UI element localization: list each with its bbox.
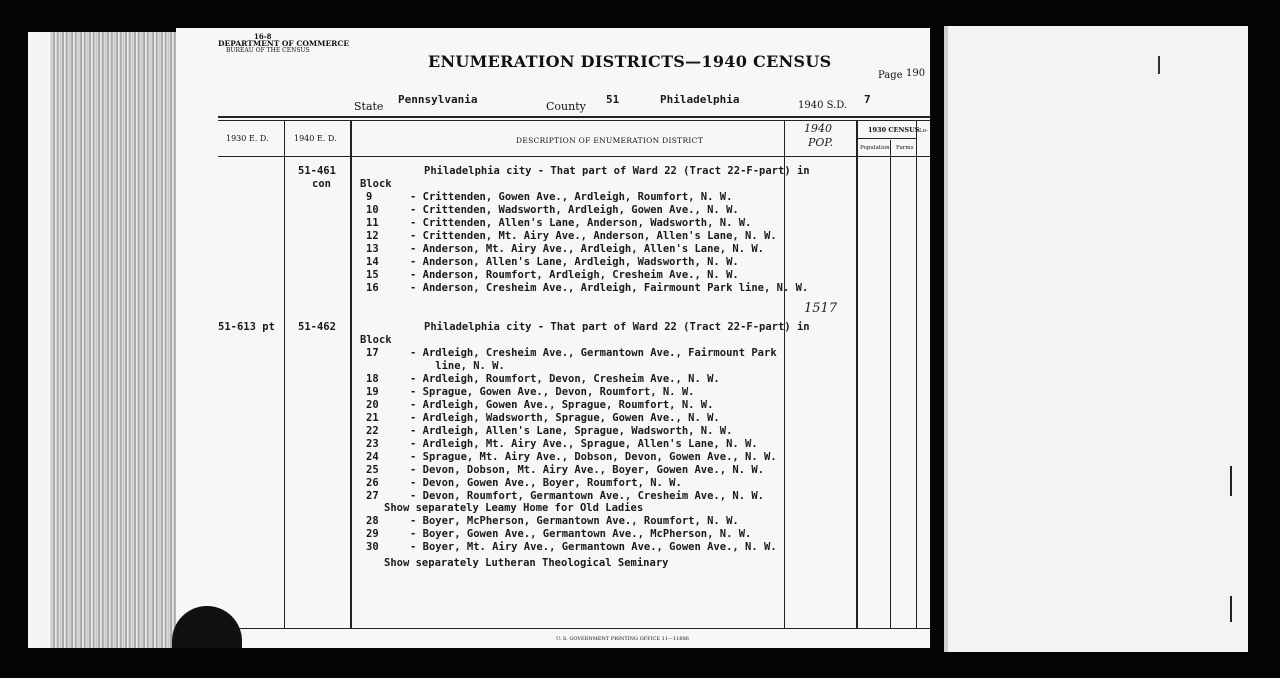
district1-block-description: - Crittenden, Gowen Ave., Ardleigh, Roumfort, N. W. bbox=[410, 191, 733, 203]
district2-block-description: - Ardleigh, Mt. Airy Ave., Sprague, Allen's Lane, N. W. bbox=[410, 438, 758, 450]
sd-value: 7 bbox=[864, 93, 871, 106]
col-divider-6 bbox=[916, 120, 917, 628]
handwritten-pop: POP. bbox=[808, 136, 834, 149]
district2-block-number: 26 bbox=[366, 477, 379, 489]
district1-block-description: - Anderson, Cresheim Ave., Ardleigh, Fairmount Park line, N. W. bbox=[410, 282, 809, 294]
district1-block-description: - Anderson, Roumfort, Ardleigh, Cresheim Ave., N. W. bbox=[410, 269, 739, 281]
district2-block-number: 27 bbox=[366, 490, 379, 502]
col-header-population: Population bbox=[860, 145, 890, 151]
district2-block-number: 19 bbox=[366, 386, 379, 398]
col-header-1930-ed: 1930 E. D. bbox=[226, 134, 269, 143]
district2-block-number: 22 bbox=[366, 425, 379, 437]
census-subheader-rule bbox=[858, 138, 916, 139]
district2-block-description: line, N. W. bbox=[410, 360, 505, 372]
district2-block-description: - Devon, Dobson, Mt. Airy Ave., Boyer, Gowen Ave., N. W. bbox=[410, 464, 765, 476]
district2-ed1940: 51-462 bbox=[298, 321, 336, 333]
col-divider-4 bbox=[856, 120, 858, 628]
form-number: 16-8 bbox=[254, 32, 272, 41]
col-header-1940-ed: 1940 E. D. bbox=[294, 134, 337, 143]
sd-label: 1940 S.D. bbox=[798, 100, 848, 111]
county-label: County bbox=[546, 100, 586, 113]
district2-block-number: 30 bbox=[366, 541, 379, 553]
district1-block-number: 12 bbox=[366, 230, 379, 242]
district1-block-number: 15 bbox=[366, 269, 379, 281]
handwritten-1940: 1940 bbox=[804, 122, 832, 135]
district1-ed1940: 51-461 bbox=[298, 165, 336, 177]
district1-block-description: - Anderson, Allen's Lane, Ardleigh, Wadsworth, N. W. bbox=[410, 256, 739, 268]
facing-page bbox=[944, 26, 1248, 652]
district2-block-description: - Sprague, Mt. Airy Ave., Dobson, Devon, Gowen Ave., N. W. bbox=[410, 451, 777, 463]
district1-block-label: Block bbox=[360, 178, 392, 190]
district1-block-number: 14 bbox=[366, 256, 379, 268]
district2-block-number: 28 bbox=[366, 515, 379, 527]
district1-block-description: - Crittenden, Allen's Lane, Anderson, Wadsworth, N. W. bbox=[410, 217, 752, 229]
census-ledger-page bbox=[176, 28, 930, 648]
book-page-edges bbox=[28, 32, 178, 648]
col-header-farms: Farms bbox=[896, 145, 914, 151]
page-number: 190 bbox=[906, 68, 926, 79]
page-label: Page bbox=[878, 70, 903, 81]
printer-imprint: U. S. GOVERNMENT PRINTING OFFICE 11—11886 bbox=[556, 636, 689, 642]
district2-block-description: - Devon, Gowen Ave., Boyer, Roumfort, N. W. bbox=[410, 477, 682, 489]
district2-block-number: 17 bbox=[366, 347, 379, 359]
district2-block-description: - Ardleigh, Wadsworth, Sprague, Gowen Ave., N. W. bbox=[410, 412, 720, 424]
district1-block-description: - Crittenden, Wadsworth, Ardleigh, Gowen Ave., N. W. bbox=[410, 204, 739, 216]
table-bottom-rule bbox=[218, 628, 930, 629]
district1-heading: Philadelphia city - That part of Ward 22 (Tract 22-F-part) in bbox=[424, 165, 810, 177]
district2-block-number: 18 bbox=[366, 373, 379, 385]
district1-block-number: 9 bbox=[366, 191, 373, 203]
table-top-rule-2 bbox=[218, 120, 930, 121]
state-value: Pennsylvania bbox=[398, 93, 478, 106]
district2-block-number: 24 bbox=[366, 451, 379, 463]
state-label: State bbox=[354, 100, 384, 113]
district1-block-number: 10 bbox=[366, 204, 379, 216]
col-header-lo: Lo- bbox=[919, 128, 928, 134]
district2-block-label: Block bbox=[360, 334, 392, 346]
district2-ed1930: 51-613 pt bbox=[218, 321, 275, 333]
col-divider-3 bbox=[784, 120, 785, 628]
district2-block-description: - Ardleigh, Roumfort, Devon, Cresheim Ave., N. W. bbox=[410, 373, 720, 385]
col-header-1930-census: 1930 CENSUS bbox=[868, 126, 920, 134]
district1-block-number: 11 bbox=[366, 217, 379, 229]
district2-block-description: - Ardleigh, Allen's Lane, Sprague, Wadsworth, N. W. bbox=[410, 425, 733, 437]
col-divider-5 bbox=[890, 140, 891, 628]
county-number: 51 bbox=[606, 93, 620, 106]
district2-note-leamy: Show separately Leamy Home for Old Ladies bbox=[384, 502, 644, 514]
district1-block-number: 13 bbox=[366, 243, 379, 255]
col-divider-2 bbox=[350, 120, 352, 628]
book-cover-edge bbox=[28, 32, 50, 648]
district2-block-description: - Ardleigh, Gowen Ave., Sprague, Roumfort, N. W. bbox=[410, 399, 714, 411]
district2-note-lutheran: Show separately Lutheran Theological Seminary bbox=[384, 557, 669, 569]
district2-block-description: - Boyer, Gowen Ave., Germantown Ave., McPherson, N. W. bbox=[410, 528, 752, 540]
bureau-name: BUREAU OF THE CENSUS bbox=[226, 47, 310, 54]
district2-block-number: 20 bbox=[366, 399, 379, 411]
table-header-rule bbox=[218, 156, 930, 157]
district2-heading: Philadelphia city - That part of Ward 22 (Tract 22-F-part) in bbox=[424, 321, 810, 333]
district2-block-description: - Sprague, Gowen Ave., Devon, Roumfort, N. W. bbox=[410, 386, 695, 398]
district1-ed-note: con bbox=[312, 178, 331, 190]
county-value: Philadelphia bbox=[660, 93, 740, 106]
col-divider-1 bbox=[284, 120, 285, 628]
district2-block-number: 25 bbox=[366, 464, 379, 476]
district2-block-description: - Boyer, Mt. Airy Ave., Germantown Ave., Gowen Ave., N. W. bbox=[410, 541, 777, 553]
district2-block-description: - Boyer, McPherson, Germantown Ave., Roumfort, N. W. bbox=[410, 515, 739, 527]
district2-block-description: - Devon, Roumfort, Germantown Ave., Cresheim Ave., N. W. bbox=[410, 490, 765, 502]
district1-block-number: 16 bbox=[366, 282, 379, 294]
district2-block-description: - Ardleigh, Cresheim Ave., Germantown Ave., Fairmount Park bbox=[410, 347, 777, 359]
district1-block-description: - Crittenden, Mt. Airy Ave., Anderson, Allen's Lane, N. W. bbox=[410, 230, 777, 242]
col-header-description: DESCRIPTION OF ENUMERATION DISTRICT bbox=[516, 136, 704, 145]
district1-block-description: - Anderson, Mt. Airy Ave., Ardleigh, Allen's Lane, N. W. bbox=[410, 243, 765, 255]
district2-block-number: 23 bbox=[366, 438, 379, 450]
department-name: DEPARTMENT OF COMMERCE bbox=[218, 39, 350, 48]
page-title: ENUMERATION DISTRICTS—1940 CENSUS bbox=[428, 52, 832, 71]
district1-population: 1517 bbox=[804, 301, 838, 316]
district2-block-number: 21 bbox=[366, 412, 379, 424]
table-top-rule bbox=[218, 116, 930, 118]
district2-block-number: 29 bbox=[366, 528, 379, 540]
